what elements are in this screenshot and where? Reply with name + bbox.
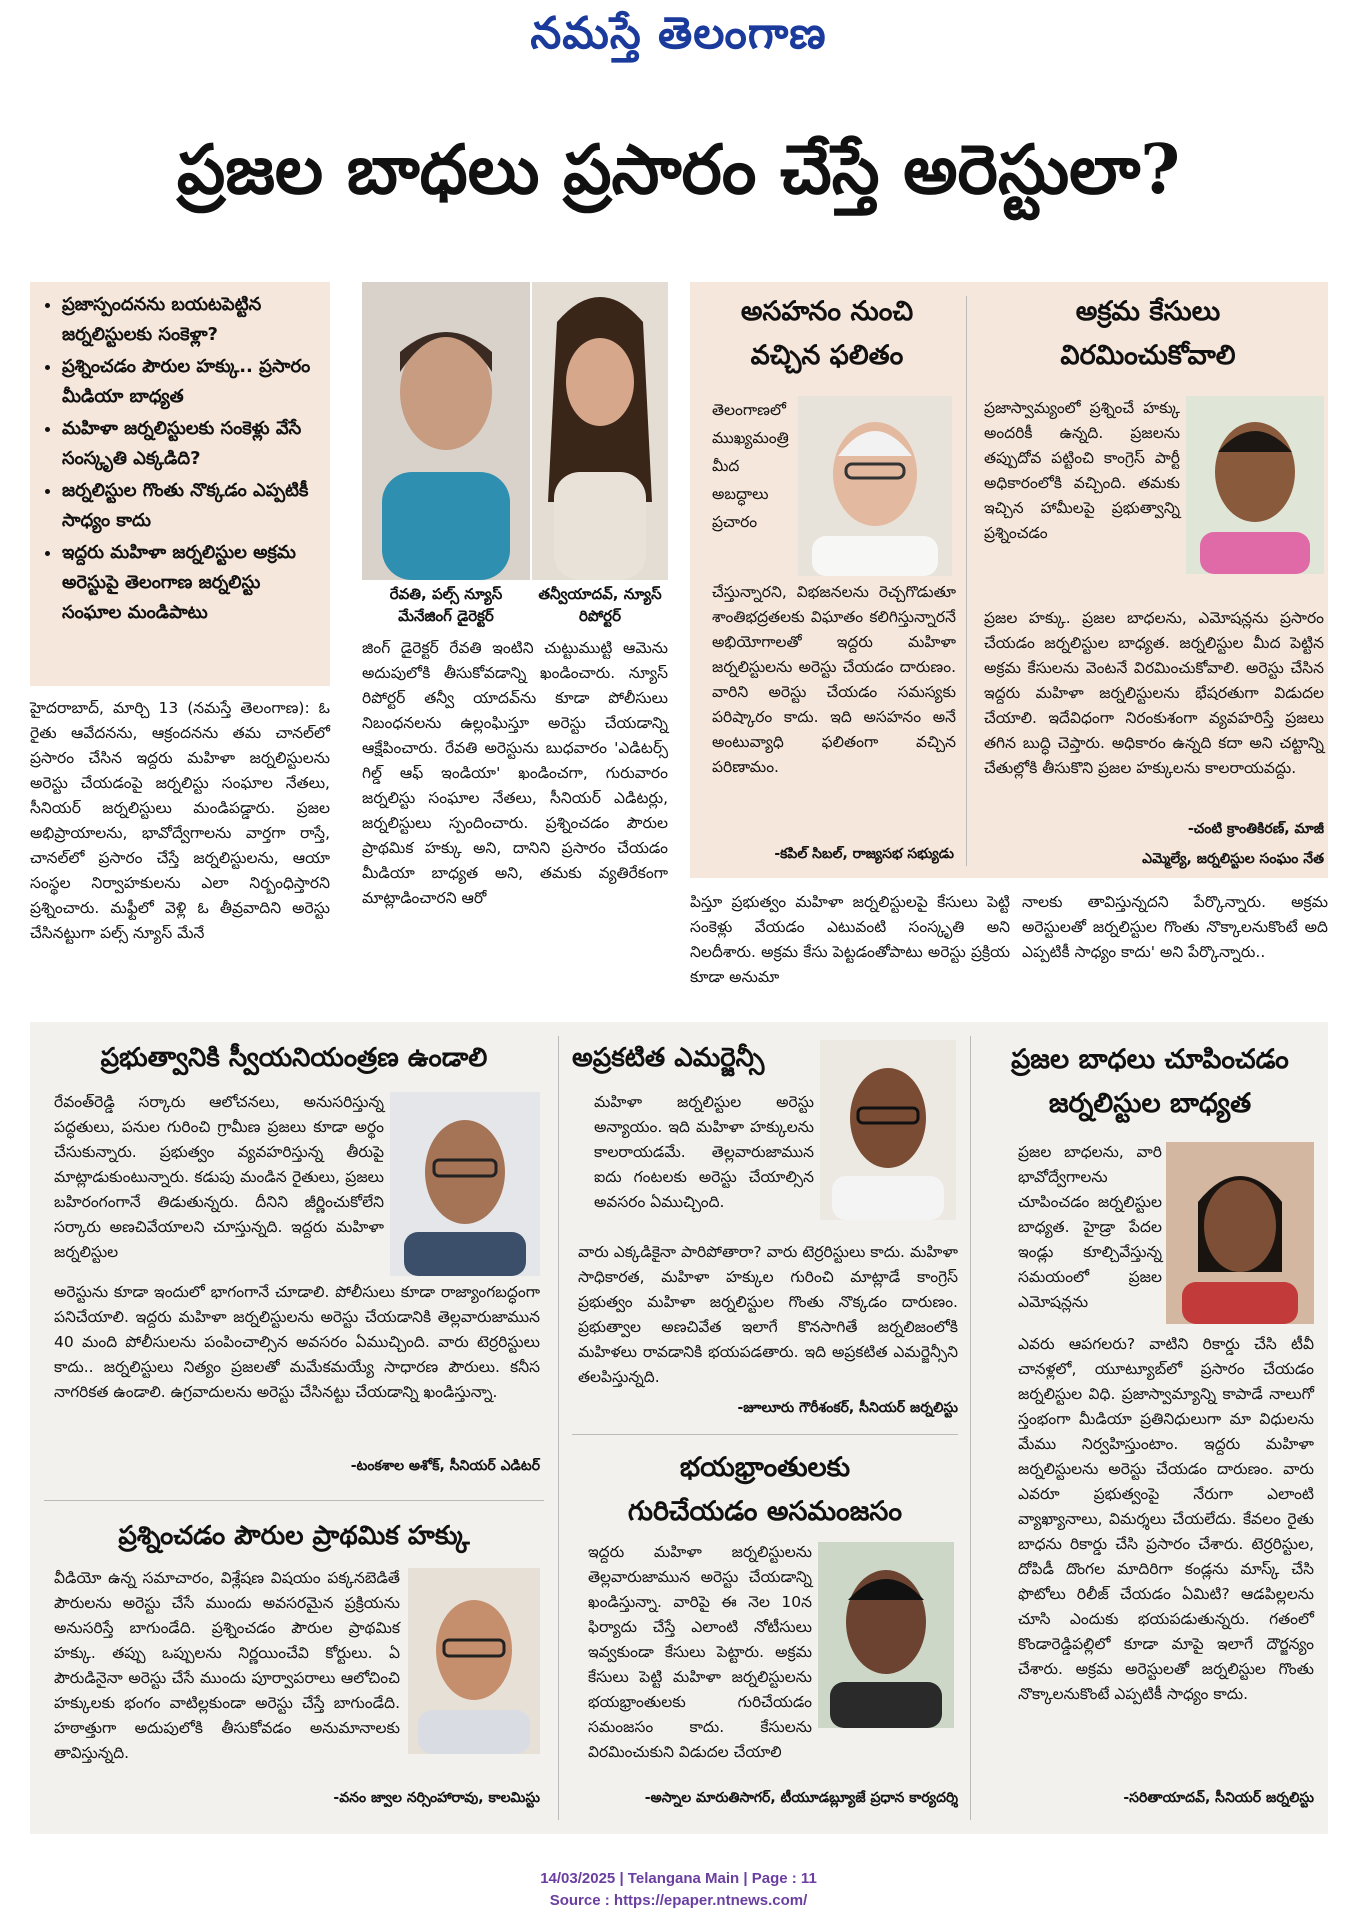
op7-title-line1: ప్రజల బాధలు చూపించడం: [1011, 1044, 1289, 1075]
op2-signature-line1: -చంటి క్రాంతికిరణ్, మాజీ: [1187, 821, 1324, 837]
kapil-sibal-photo: [798, 396, 952, 576]
highlight-item: • ప్రజాస్పందనను బయటపెట్టిన జర్నలిస్టులకు సంకెళ్లా?: [62, 290, 320, 350]
highlight-item: • ప్రశ్నించడం పౌరుల హక్కు.. ప్రసారం మీడియా బాధ్యత: [62, 352, 320, 412]
divider: [44, 1500, 544, 1501]
footer-source-link[interactable]: Source : https://epaper.ntnews.com/: [549, 1892, 808, 1909]
op1-body: చేస్తున్నారని, విభజనలను రెచ్చగొడుతూ శాంతిభద్రతలకు విఘాతం కలిగిస్తున్నారనే అభియోగాలతో ఇద్దరు మహిళా జర్నలిస్టులను అరెస్టు చేయడం దారుణం. వారిని అరెస్టు చేయడం సమస్యకు పరిష్కారం కాదు. ఇది అసహనం అనే అంటువ్యాధి ఫలితంగా వచ్చిన పరిణామం.: [712, 583, 956, 776]
op4-signature: -వనం జ్వాల నర్సింహారావు, కాలమిస్టు: [333, 1790, 540, 1806]
op2-signature-line2: ఎమ్మెల్యే, జర్నలిస్టుల సంఘం నేత: [1142, 851, 1324, 867]
op1-narrow: తెలంగాణలో ముఖ్యమంత్రి మీద అబద్ధాలు ప్రచారం: [712, 401, 789, 531]
divider: [558, 1036, 559, 1820]
op7-narrow: ప్రజల బాధలను, వారి భావోద్వేగాలను చూపించడం జర్నలిస్టుల బాధ్యత. హైడ్రా పేదల ఇండ్లు కూల్చివేస్తున్న సమయంలో ప్రజల ఎమోషన్లను: [1018, 1143, 1162, 1311]
op2-body: ప్రజల హక్కు. ప్రజల బాధలను, ఎమోషన్లను ప్రసారం చేయడం జర్నలిస్టుల బాధ్యత. జర్నలిస్టుల మీద పెట్టిన అక్రమ కేసులను వెంటనే విరమించుకోవాలి. అరెస్టు చేసిన ఇద్దరు మహిళా జర్నలిస్టులను భేషరతుగా విడుదల చేయాలి. ఇదేవిధంగా నిరంకుశంగా వ్యవహరిస్తే ప్రజలు తగిన బుద్ధి చెప్తారు. అధికారం ఉన్నది కదా అని చట్టాన్ని చేతుల్లోకి తీసుకొని ప్రజల హక్కులను కాలరాయవద్దు.: [984, 609, 1324, 777]
highlights-box: [30, 282, 330, 686]
masthead: నమస్తే తెలంగాణ: [530, 8, 827, 59]
op2-title: [968, 290, 1328, 378]
op1-title-line2: వచ్చిన ఫలితం: [750, 340, 904, 371]
divider: [572, 1434, 958, 1435]
op1-title: [690, 290, 964, 378]
op3-body: అరెస్టును కూడా ఇందులో భాగంగానే చూడాలి. పోలీసులు కూడా రాజ్యాంగబద్ధంగా పనిచేయాలి. ఇద్దరు మహిళా జర్నలిస్టులను అరెస్టు చేయడానికి తెల్లవారుజామున 40 మంది పోలీసులను పంపించాల్సిన అవసరం ఏముచ్చింది. వారు టెర్రరిస్టులు కాదు.. జర్నలిస్టులు నిత్యం ప్రజలతో మమేకమయ్యే సాధారణ పౌరులు. కనీస నాగరికత ఉండాలి. ఉగ్రవాదులను అరెస్టు చేసినట్టు చేయడాన్ని ఖండిస్తున్నా.: [54, 1283, 540, 1401]
tankashala-ashok-photo: [390, 1092, 540, 1276]
op7-signature: -సరితాయాదవ్, సీనియర్ జర్నలిస్టు: [1123, 1790, 1314, 1806]
op1-title-line1: అసహనం నుంచి: [740, 296, 914, 327]
op6-signature: -అస్నాల మారుతిసాగర్, టీయూడబ్ల్యూజే ప్రధాన కార్యదర్శి: [644, 1790, 958, 1806]
revathi-photo: [362, 282, 530, 580]
op2-title-line2: విరమించుకోవాలి: [1060, 340, 1236, 371]
gaurishankar-photo: [820, 1040, 956, 1220]
op2-signature: [984, 814, 1324, 874]
op5-signature: -జూలూరు గౌరీశంకర్, సీనియర్ జర్నలిస్టు: [737, 1400, 958, 1416]
op3-title: ప్రభుత్వానికి స్వీయనియంత్రణ ఉండాలి: [100, 1043, 488, 1073]
op6-title-line1: భయభ్రాంతులకు: [679, 1452, 851, 1483]
tanvi-caption: తన్వీయాదవ్, న్యూస్ రిపోర్టర్: [538, 585, 662, 625]
footer: [0, 1868, 1357, 1912]
main-story-col2: జింగ్ డైరెక్టర్ రేవతి ఇంటిని చుట్టుముట్టి ఆమెను అదుపులోకి తీసుకోవడాన్ని ఖండించారు. న్యూస్ రిపోర్టర్ తన్వీ యాదవ్‌ను కూడా పోలీసులు నిబంధనలను ఉల్లంఘిస్తూ అరెస్టు చేయడాన్ని ఆక్షేపించారు. రేవతి అరెస్టును బుధవారం 'ఎడిటర్స్ గిల్డ్ ఆఫ్ ఇండియా' ఖండించగా, గురువారం జర్నలిస్టు సంఘాల నేతలు, సీనియర్ ఎడిటర్లు, జర్నలిస్టులు స్పందించారు. ప్రశ్నించడం పౌరుల ప్రాథమిక హక్కు అని, దానిని ప్రసారం చేయడం మీడియా బాధ్యత అని, తమకు వ్యతిరేకంగా మాట్లాడించారని ఆరో: [362, 639, 668, 907]
op6-narrow: ఇద్దరు మహిళా జర్నలిస్టులను తెల్లవారుజామున అరెస్టు చేయడాన్ని ఖండిస్తున్నా. వారిపై ఈ నెల 10న ఫిర్యాదు చేస్తే ఎలాంటి నోటీసులు ఇవ్వకుండా కేసులు పెట్టారు. అక్రమ కేసులు పెట్టి మహిళా జర్నలిస్టులను భయభ్రాంతులకు గురిచేయడం సమంజసం కాదు. కేసులను విరమించుకుని విడుదల చేయాలి: [588, 1543, 812, 1761]
op7-title-line2: జర్నలిస్టుల బాధ్యత: [1048, 1088, 1252, 1119]
jwala-narasimharao-photo: [408, 1568, 540, 1754]
kranthi-kiran-photo: [1186, 396, 1324, 574]
op7-title: [972, 1038, 1328, 1126]
main-story-col1: హైదరాబాద్, మార్చి 13 (నమస్తే తెలంగాణ): ఓ రైతు ఆవేదనను, ఆక్రందనను తమ చానల్‌లో ప్రసారం చేసిన ఇద్దరు మహిళా జర్నలిస్టులను అరెస్టు చేయడంపై జర్నలిస్టు సంఘాల నేతలు, సీనియర్ జర్నలిస్టులు మండిపడ్డారు. ప్రజల అభిప్రాయాలను, భావోద్వేగాలను వార్తగా రాస్తే, చానల్‌లో ప్రసారం చేస్తే జర్నలిస్టులను, ఆయా సంస్థల నిర్వాహకులను ఎలా నిర్బంధిస్తారని ప్రశ్నించారు. మఫ్టీలో వెళ్లి ఓ తీవ్రవాదిని అరెస్టు చేసినట్టుగా పల్స్ న్యూస్ మేనే: [30, 699, 330, 942]
op3-narrow: రేవంత్‌రెడ్డి సర్కారు ఆలోచనలు, అనుసరిస్తున్న పద్ధతులు, పనుల గురించి గ్రామీణ ప్రజలు కూడా అర్థం చేసుకున్నారు. ప్రభుత్వం వ్యవహరిస్తున్న తీరుపై మాట్లాడుకుంటున్నారు. కడుపు మండిన రైతులు, ప్రజలు బహిరంగంగానే తిడుతున్నరు. దీనిని జీర్ణించుకోలేని సర్కారు అణచివేయాలని చూస్తున్నది. ఇద్దరు మహిళా జర్నలిస్టుల: [54, 1093, 384, 1261]
highlight-item: • ఇద్దరు మహిళా జర్నలిస్టుల అక్రమ అరెస్టుపై తెలంగాణ జర్నలిస్టు సంఘాల మండిపాటు: [62, 538, 320, 628]
maruthi-sagar-photo: [818, 1542, 954, 1728]
headline: ప్రజల బాధలు ప్రసారం చేస్తే అరెస్టులా?: [176, 130, 1181, 210]
main-story-col4: నాలకు తావిస్తున్నదని పేర్కొన్నారు. అక్రమ అరెస్టులతో జర్నలిస్టుల గొంతు నొక్కాలనుకొంటే అది ఎప్పటికీ సాధ్యం కాదు' అని పేర్కొన్నారు..: [1022, 893, 1328, 961]
op3-signature: -టంకశాల అశోక్, సీనియర్ ఎడిటర్: [350, 1458, 540, 1474]
op4-title: ప్రశ్నించడం పౌరుల ప్రాథమిక హక్కు: [118, 1521, 470, 1551]
op7-body: ఎవరు ఆపగలరు? వాటిని రికార్డు చేసి టీవీ చానళ్లలో, యూట్యూబ్‌లో ప్రసారం చేయడం జర్నలిస్టుల విధి. ప్రజాస్వామ్యాన్ని కాపాడే నాలుగో స్తంభంగా మీడియా ప్రతినిధులుగా మా విధులను మేము నిర్వహిస్తుంటాం. ఇద్దరు మహిళా జర్నలిస్టులను అరెస్టు చేయడం దారుణం. వారు ఎవరూ ప్రభుత్వంపై నేరుగా ఎలాంటి వ్యాఖ్యానాలు, విమర్శలు చేయలేదు. కేవలం రైతు బాధను రికార్డు చేసి ప్రసారం చేశారు. టెర్రరిస్టుల, దోపిడీ దొంగల మాదిరిగా కండ్లను మాస్క్ చేసి ఫొటోలు రిలీజ్ చేయడం ఏమిటి? ఆడపిల్లలను చూసి ఎందుకు భయపడుతున్నరు. గతంలో కొండారెడ్డిపల్లిలో కూడా మాపై ఇలాగే దౌర్జన్యం చేశారు. అక్రమ అరెస్టులతో జర్నలిస్టుల గొంతు నొక్కాలనుకొంటే ఎప్పటికీ సాధ్యం కాదు.: [1018, 1335, 1314, 1703]
saritha-yadav-photo: [1166, 1142, 1314, 1324]
divider: [966, 296, 967, 866]
divider: [970, 1036, 971, 1820]
op5-body: వారు ఎక్కడికైనా పారిపోతారా? వారు టెర్రరిస్టులు కాదు. మహిళా సాధికారత, మహిళా హక్కుల గురించి మాట్లాడే కాంగ్రెస్ ప్రభుత్వం మహిళా జర్నలిస్టుల గొంతు నొక్కడం దారుణం. ప్రభుత్వాల అణచివేత ఇలాగే కొనసాగితే జర్నలిజంలోకి మహిళలు రావడానికి భయపడతారు. ఇది అప్రకటిత ఎమర్జెన్సీని తలపిస్తున్నది.: [578, 1243, 958, 1386]
tanvi-photo: [532, 282, 668, 580]
op1-signature: -కపిల్ సిబల్, రాజ్యసభ సభ్యుడు: [774, 846, 954, 862]
revathi-caption: రేవతి, పల్స్ న్యూస్ మేనేజింగ్ డైరెక్టర్: [389, 585, 503, 625]
op5-title: అప్రకటిత ఎమర్జెన్సీ: [572, 1043, 765, 1073]
op6-title: [572, 1446, 958, 1534]
op6-title-line2: గురిచేయడం అసమంజసం: [627, 1496, 903, 1527]
footer-date-edition: 14/03/2025 | Telangana Main | Page : 11: [540, 1870, 817, 1887]
highlight-item: • జర్నలిస్టుల గొంతు నొక్కడం ఎప్పటికీ సాధ్యం కాదు: [62, 476, 320, 536]
op4-narrow: వీడియో ఉన్న సమాచారం, విశ్లేషణ విషయం పక్కనబెడితే పౌరులను అరెస్టు చేసే ముందు అవసరమైన ప్రక్రియను అనుసరిస్తే బాగుండేది. ప్రశ్నించడం పౌరుల ప్రాథమిక హక్కు. తప్పు ఒప్పులను నిర్ణయించేవి కోర్టులు. ఏ పౌరుడినైనా అరెస్టు చేసే ముందు పూర్వాపరాలు ఆలోచించి హక్కులకు భంగం వాటిల్లకుండా అరెస్టు చేస్తే బాగుండేది. హఠాత్తుగా అదుపులోకి తీసుకోవడం అనుమానాలకు తావిస్తున్నది.: [54, 1569, 400, 1762]
main-story-col3: పిస్తూ ప్రభుత్వం మహిళా జర్నలిస్టులపై కేసులు పెట్టి సంకెళ్లు వేయడం ఎటువంటి సంస్కృతి అని నిలదీశారు. అక్రమ కేసు పెట్టడంతోపాటు అరెస్టు ప్రక్రియ కూడా అనుమా: [690, 893, 1010, 986]
op2-narrow: ప్రజాస్వామ్యంలో ప్రశ్నించే హక్కు అందరికీ ఉన్నది. ప్రజలను తప్పుదోవ పట్టించి కాంగ్రెస్ పార్టీ అధికారంలోకి వచ్చింది. తమకు ఇచ్చిన హామీలపై ప్రభుత్వాన్ని ప్రశ్నించడం: [984, 399, 1180, 542]
op2-title-line1: అక్రమ కేసులు: [1075, 296, 1221, 327]
highlight-item: • మహిళా జర్నలిస్టులకు సంకెళ్లు వేసే సంస్కృతి ఎక్కడిది?: [62, 414, 320, 474]
op5-narrow: మహిళా జర్నలిస్టుల అరెస్టు అన్యాయం. ఇది మహిళా హక్కులను కాలరాయడమే. తెల్లవారుజామున ఐదు గంటలకు అరెస్టు చేయాల్సిన అవసరం ఏముచ్చింది.: [594, 1093, 814, 1211]
